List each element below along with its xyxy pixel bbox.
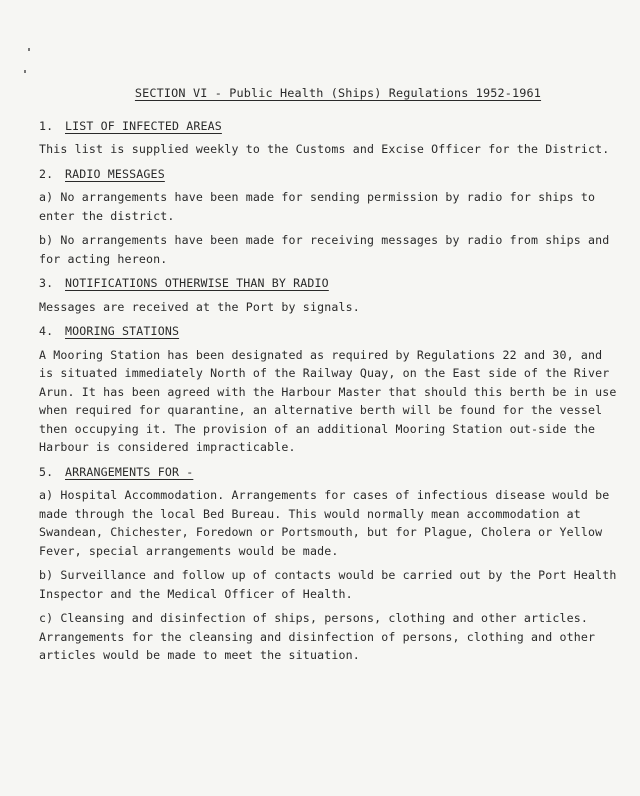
section-infected-areas — [39, 117, 619, 159]
paragraph: A Mooring Station has been designated as required by Regulations 22 and 30, and is situated immediately North of the Railway Quay, on the East side of the River Arun. It has been agreed with the Harbour Master that should this berth be in use when required for quarantine, an alternative berth will be found for the vessel then occupying it. The provision of an additional Mooring Station out-side the Harbour is considered impracticable. — [39, 347, 617, 454]
paragraph: b) No arrangements have been made for receiving messages by radio from ships and for acting hereon. — [39, 233, 610, 266]
section-number: 2. — [39, 166, 54, 181]
paragraph: a) Hospital Accommodation. Arrangements for cases of infectious disease would be made through the local Bed Bureau. This would normally mean accommodation at Swandean, Chichester, Foredown or Portsmouth, but for Plague, Cholera or Yellow Fever, special arrangements would be made. — [39, 488, 610, 558]
document-title: SECTION VI - Public Health (Ships) Regulations 1952-1961 — [134, 86, 542, 100]
section-heading — [39, 165, 619, 184]
section-mooring-stations — [39, 322, 619, 457]
section-radio-messages — [39, 165, 619, 269]
document-body — [39, 84, 619, 671]
section-arrangements — [39, 463, 619, 665]
paragraph: Messages are received at the Port by signals. — [39, 299, 360, 314]
section-number: 1. — [39, 118, 54, 133]
section-heading — [39, 463, 619, 482]
section-title: RADIO MESSAGES — [65, 166, 165, 181]
page-mark — [28, 48, 30, 51]
section-title: LIST OF INFECTED AREAS — [65, 118, 222, 133]
paragraph: a) No arrangements have been made for sending permission by radio for ships to enter the district. — [39, 190, 596, 223]
section-title: ARRANGEMENTS FOR - — [65, 464, 194, 479]
section-number: 5. — [39, 464, 54, 479]
section-heading — [39, 117, 619, 136]
paragraph: This list is supplied weekly to the Customs and Excise Officer for the District. — [39, 142, 610, 156]
section-number: 3. — [39, 276, 54, 290]
section-notifications — [39, 274, 619, 316]
section-number: 4. — [39, 324, 54, 338]
page-mark — [24, 70, 26, 73]
section-title: MOORING STATIONS — [65, 324, 180, 338]
paragraph: c) Cleansing and disinfection of ships, persons, clothing and other articles. Arrangements for the cleansing and disinfection of persons, clothing and other articles would be made to meet the situation. — [39, 611, 596, 662]
paragraph: b) Surveillance and follow up of contacts would be carried out by the Port Health Inspector and the Medical Officer of Health. — [39, 568, 617, 601]
section-heading — [39, 322, 619, 341]
section-heading — [39, 274, 619, 293]
section-title: NOTIFICATIONS OTHERWISE THAN BY RADIO — [65, 276, 329, 290]
